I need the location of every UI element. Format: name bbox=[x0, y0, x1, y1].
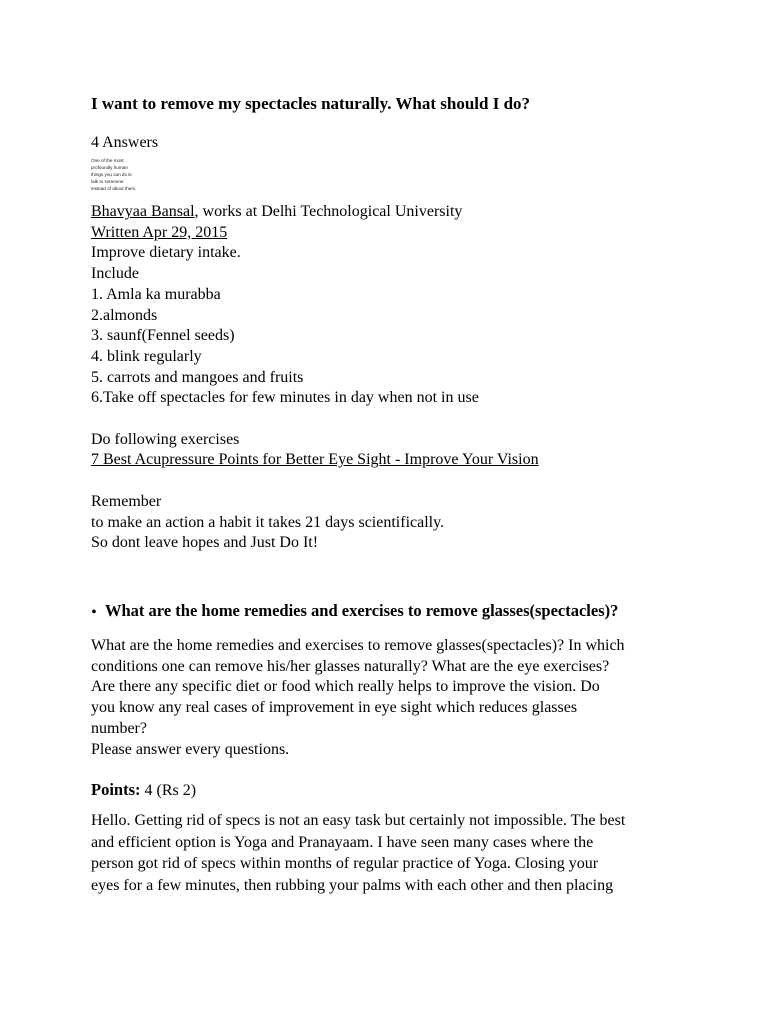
answer-line: 6.Take off spectacles for few minutes in day when not in use bbox=[91, 389, 479, 407]
answer-line: Include bbox=[91, 265, 139, 283]
question-2-heading bbox=[88, 600, 618, 624]
answer-blank-line bbox=[91, 409, 539, 430]
paragraph-line: Are there any specific diet or food which really helps to improve the vision. Do bbox=[91, 678, 600, 696]
author-line bbox=[91, 202, 539, 223]
quote-line: One of the most bbox=[91, 158, 124, 163]
quote-line: profoundly human bbox=[91, 165, 128, 170]
answer-2-line: person got rid of specs within months of regular practice of Yoga. Closing your bbox=[91, 855, 599, 872]
question-title: I want to remove my spectacles naturally. What should I do? bbox=[91, 94, 531, 113]
exercise-link-line bbox=[91, 450, 539, 471]
answer-date-link[interactable]: Written Apr 29, 2015 bbox=[91, 223, 228, 241]
quote-image bbox=[91, 157, 161, 197]
answer-line: Improve dietary intake. bbox=[91, 244, 241, 262]
quote-line: instead of about them. bbox=[91, 186, 137, 191]
quote-line: things you can do is bbox=[91, 172, 132, 177]
answer-blank-line bbox=[91, 471, 539, 492]
answer-line: Remember bbox=[91, 492, 162, 510]
answer-2-line: Hello. Getting rid of specs is not an easy task but certainly not impossible. The best bbox=[91, 812, 626, 829]
author-name-link[interactable]: Bhavyaa Bansal bbox=[91, 203, 195, 220]
question-2-title: What are the home remedies and exercises to remove glasses(spectacles)? bbox=[105, 601, 619, 620]
answer-2-line: eyes for a few minutes, then rubbing your palms with each other and then placing bbox=[91, 876, 614, 894]
paragraph-line: conditions one can remove his/her glasses naturally? What are the eye exercises? bbox=[91, 657, 610, 675]
paragraph-line: you know any real cases of improvement in eye sight which reduces glasses bbox=[91, 699, 578, 717]
answer-line: Do following exercises bbox=[91, 430, 240, 448]
answer-line: 3. saunf(Fennel seeds) bbox=[91, 327, 235, 345]
answer-line: 1. Amla ka murabba bbox=[91, 285, 221, 303]
paragraph-line: What are the home remedies and exercises to remove glasses(spectacles)? In which bbox=[91, 637, 625, 654]
bullet-icon: • bbox=[91, 605, 97, 620]
quote-line: talk to someone bbox=[91, 179, 124, 184]
answers-count: 4 Answers bbox=[91, 134, 159, 151]
answer-line: 4. blink regularly bbox=[91, 347, 202, 365]
author-credential: , works at Delhi Technological University bbox=[194, 203, 463, 220]
points-label: Points: bbox=[91, 780, 141, 799]
answer-1 bbox=[91, 202, 539, 554]
answer-line: So dont leave hopes and Just Do It! bbox=[91, 534, 319, 552]
paragraph-line: number? bbox=[91, 719, 147, 737]
answer-line: 2.almonds bbox=[91, 306, 158, 324]
paragraph-line: Please answer every questions. bbox=[91, 740, 290, 758]
answer-line: to make an action a habit it takes 21 days scientifically. bbox=[91, 513, 445, 531]
answer-2-line: and efficient option is Yoga and Pranayaam. I have seen many cases where the bbox=[91, 833, 594, 851]
acupressure-link[interactable]: 7 Best Acupressure Points for Better Eye Sight - Improve Your Vision bbox=[91, 451, 539, 469]
answer-date-line bbox=[91, 223, 539, 244]
question-2-body bbox=[91, 636, 691, 760]
points-line bbox=[91, 780, 196, 801]
points-value: 4 (Rs 2) bbox=[140, 782, 197, 799]
answer-line: 5. carrots and mangoes and fruits bbox=[91, 368, 304, 386]
answer-2 bbox=[91, 810, 691, 896]
